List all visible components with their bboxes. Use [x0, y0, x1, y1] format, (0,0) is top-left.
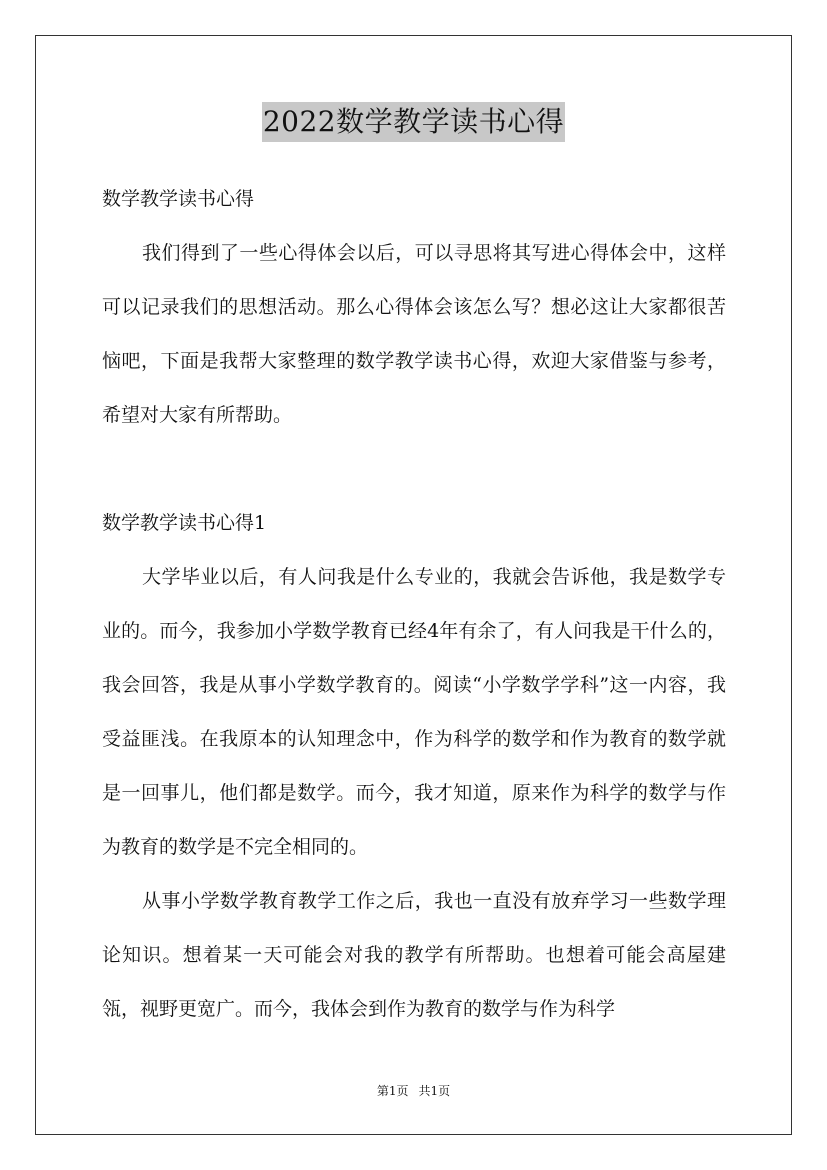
title-container — [0, 102, 827, 142]
document-title: 2022数学教学读书心得 — [262, 102, 565, 142]
section-paragraph-2: 从事小学数学教育教学工作之后，我也一直没有放弃学习一些数学理论知识。想着某一天可能会对我的教学有所帮助。也想着可能会高屋建瓴，视野更宽广。而今，我体会到作为教育的数学与作为科学 — [102, 890, 726, 1020]
section-spacer — [102, 442, 726, 496]
section-heading: 数学教学读书心得1 — [102, 512, 267, 534]
document-body — [102, 172, 726, 1036]
section-paragraph-1: 大学毕业以后，有人问我是什么专业的，我就会告诉他，我是数学专业的。而今，我参加小学数学教育已经4年有余了，有人问我是干什么的，我会回答，我是从事小学数学教育的。阅读“小学数学学科”这一内容，我受益匪浅。在我原本的认知理念中，作为科学的数学和作为教育的数学就是一回事儿，他们都是数学。而今，我才知道，原来作为科学的数学与作为教育的数学是不完全相同的。 — [102, 566, 726, 858]
page-number-total: 共1页 — [418, 1084, 451, 1098]
page-number-current: 第1页 — [376, 1084, 409, 1098]
intro-heading: 数学教学读书心得 — [102, 188, 255, 210]
intro-paragraph: 我们得到了一些心得体会以后，可以寻思将其写进心得体会中，这样可以记录我们的思想活动。那么心得体会该怎么写？想必这让大家都很苦恼吧，下面是我帮大家整理的数学教学读书心得，欢迎大家借鉴与参考，希望对大家有所帮助。 — [102, 242, 726, 426]
page-footer — [0, 1082, 827, 1100]
